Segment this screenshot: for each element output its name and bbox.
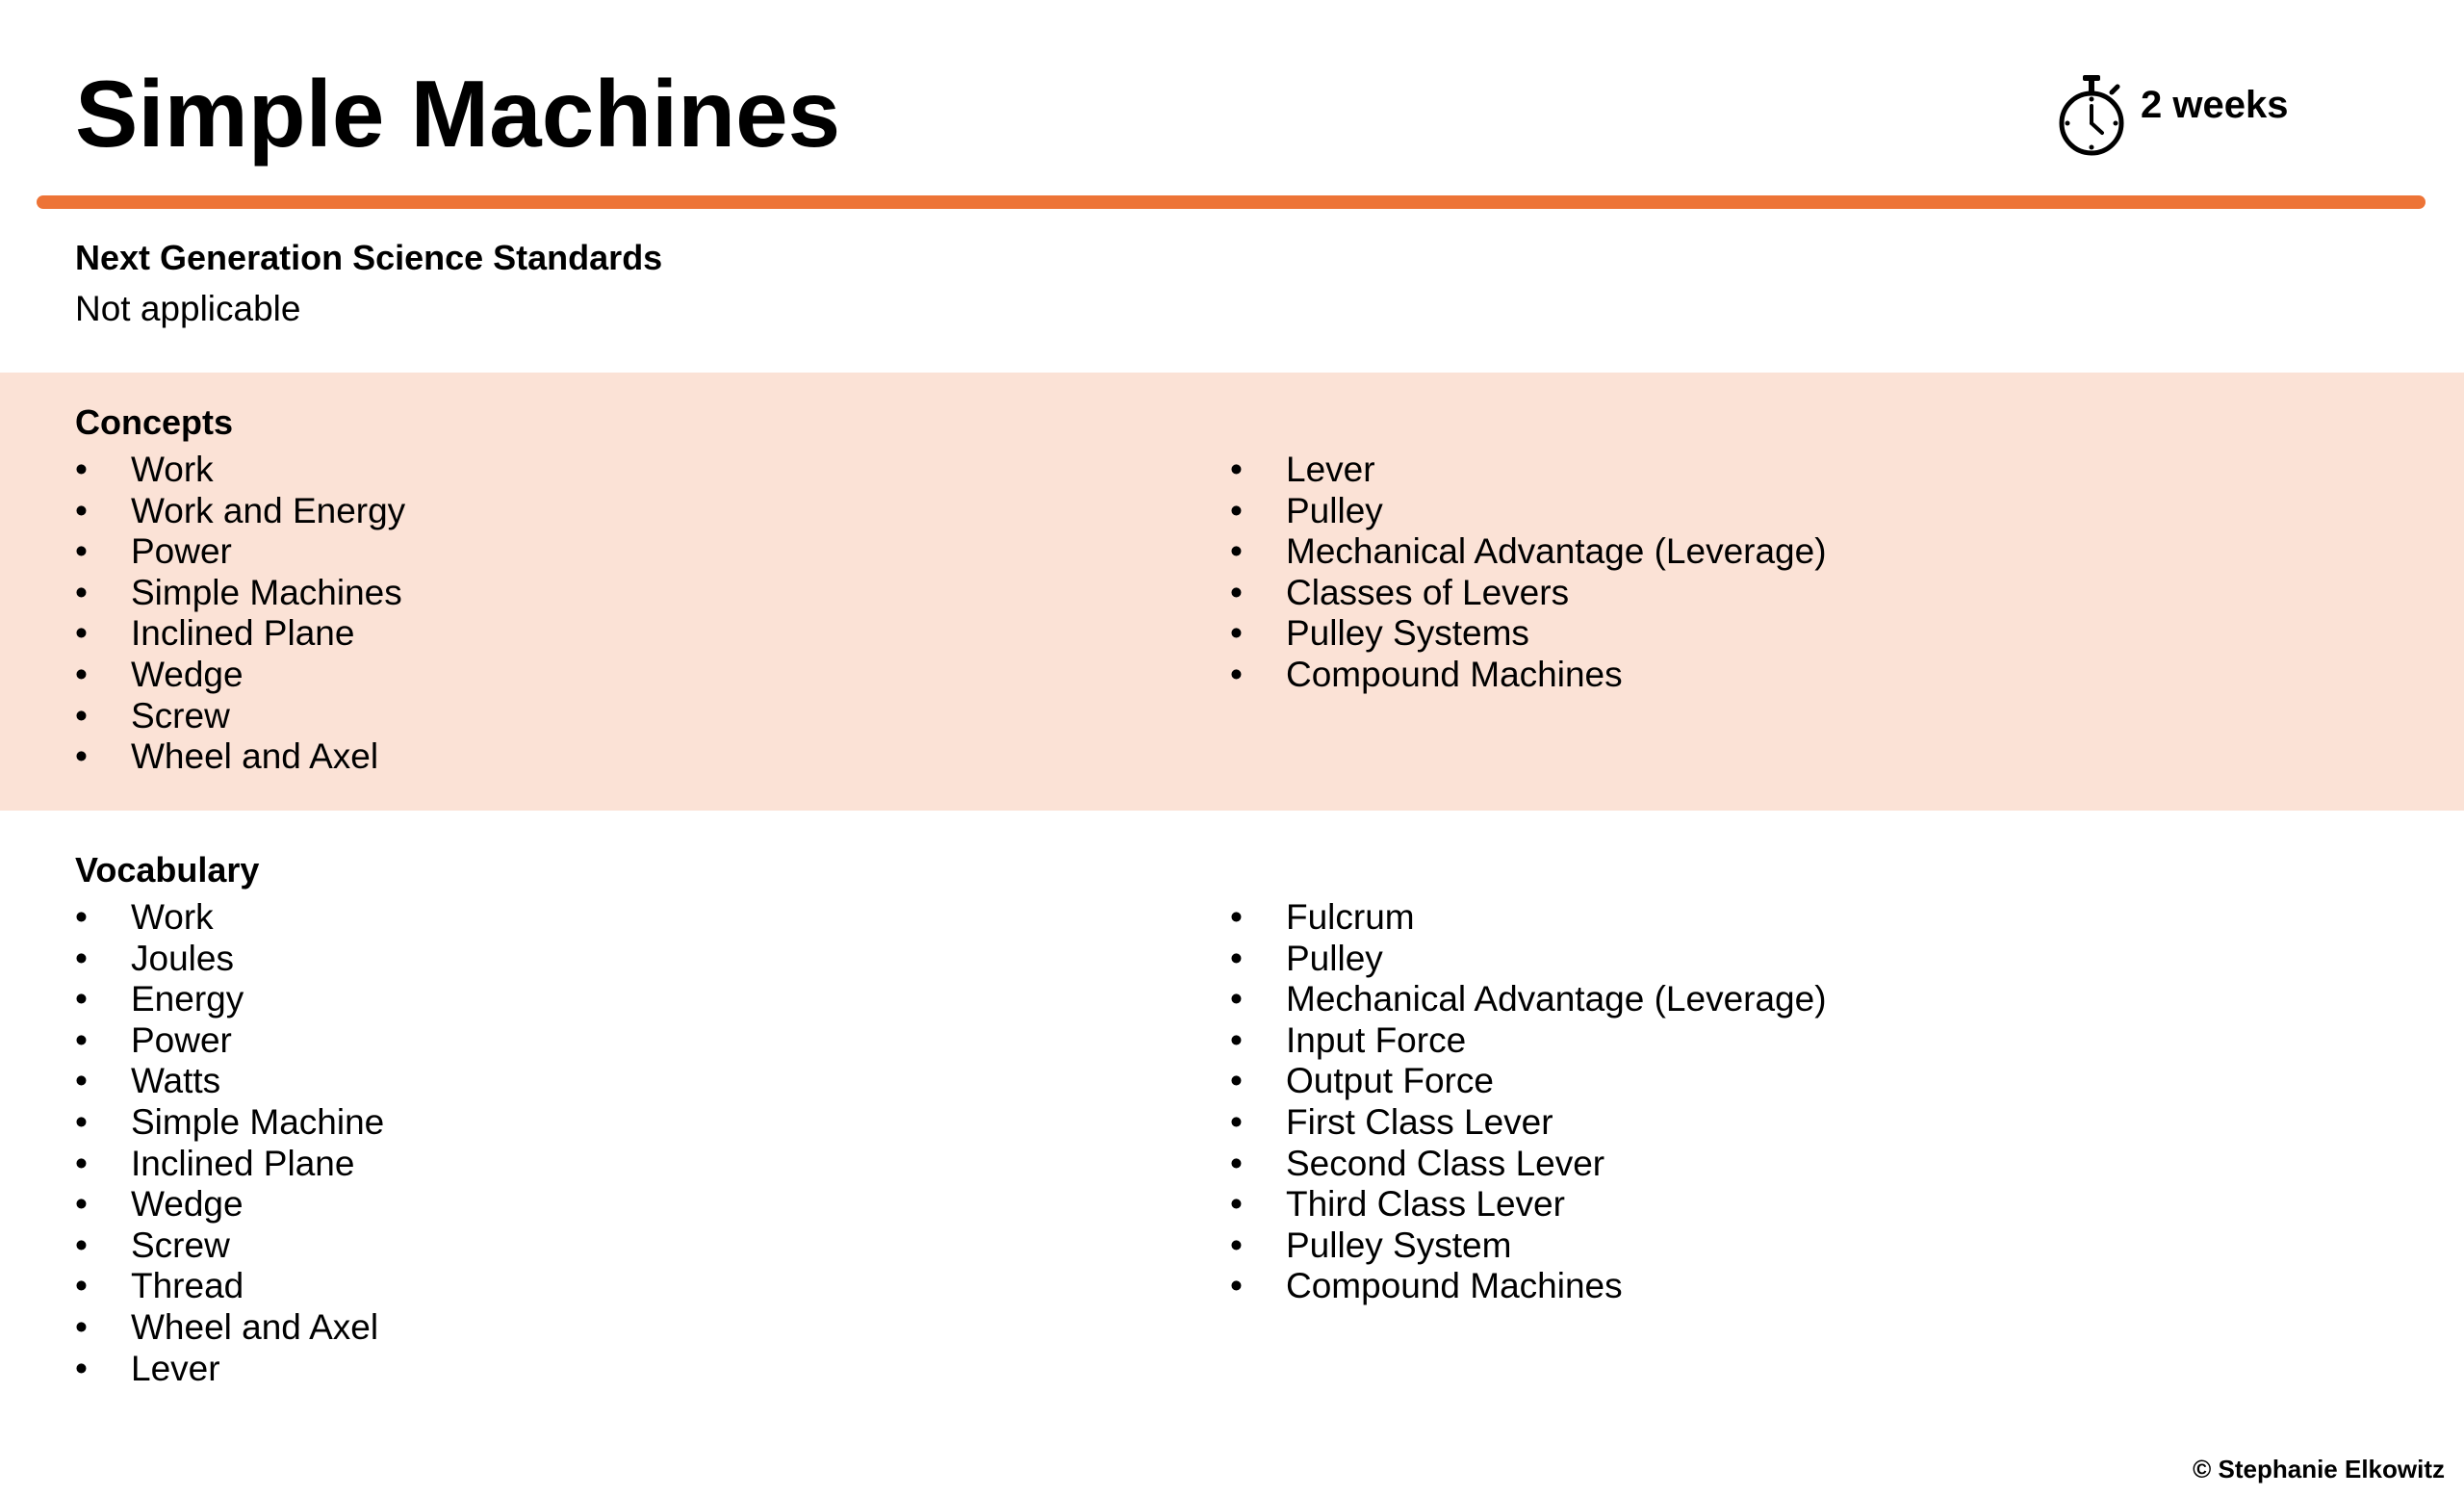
concepts-list-left [75,450,1134,778]
list-item: • Work [75,450,1134,491]
list-item: • Pulley [1230,491,2289,532]
header-divider [37,195,2426,209]
list-item: • Power [75,1020,1134,1062]
list-item: • First Class Lever [1230,1102,2289,1144]
list-item: • Thread [75,1266,1134,1307]
list-item: • Mechanical Advantage (Leverage) [1230,531,2289,573]
list-item: • Wheel and Axel [75,1307,1134,1349]
list-item: • Third Class Lever [1230,1184,2289,1225]
vocabulary-section [0,811,2464,1496]
list-item: • Wedge [75,655,1134,696]
list-item: • Screw [75,1225,1134,1267]
list-item: • Lever [75,1349,1134,1390]
concepts-list-right [1230,450,2289,696]
list-item: • Work and Energy [75,491,1134,532]
list-item: • Wheel and Axel [75,736,1134,778]
list-item: • Fulcrum [1230,897,2289,939]
stopwatch-icon [2056,71,2127,158]
list-item: • Second Class Lever [1230,1144,2289,1185]
vocabulary-list-right [1230,897,2289,1307]
vocabulary-list-left [75,897,1134,1389]
standards-value: Not applicable [75,289,301,329]
list-item: • Simple Machine [75,1102,1134,1144]
list-item: • Lever [1230,450,2289,491]
list-item: • Wedge [75,1184,1134,1225]
list-item: • Compound Machines [1230,655,2289,696]
copyright-notice: © Stephanie Elkowitz [2193,1454,2445,1483]
list-item: • Inclined Plane [75,1144,1134,1185]
duration-badge [2056,71,2288,158]
list-item: • Work [75,897,1134,939]
list-item: • Watts [75,1061,1134,1102]
list-item: • Pulley [1230,939,2289,980]
list-item: • Compound Machines [1230,1266,2289,1307]
list-item: • Inclined Plane [75,613,1134,655]
list-item: • Output Force [1230,1061,2289,1102]
list-item: • Simple Machines [75,573,1134,614]
list-item: • Mechanical Advantage (Leverage) [1230,979,2289,1020]
list-item: • Input Force [1230,1020,2289,1062]
list-item: • Energy [75,979,1134,1020]
list-item: • Screw [75,696,1134,737]
list-item: • Joules [75,939,1134,980]
standards-section [75,237,662,331]
concepts-heading: Concepts [75,402,234,442]
duration-label: 2 weeks [2141,84,2289,126]
standards-heading: Next Generation Science Standards [75,238,663,277]
page-title: Simple Machines [75,61,841,167]
concepts-section [0,373,2464,811]
list-item: • Classes of Levers [1230,573,2289,614]
list-item: • Power [75,531,1134,573]
vocabulary-heading: Vocabulary [75,850,260,890]
list-item: • Pulley System [1230,1225,2289,1267]
list-item: • Pulley Systems [1230,613,2289,655]
